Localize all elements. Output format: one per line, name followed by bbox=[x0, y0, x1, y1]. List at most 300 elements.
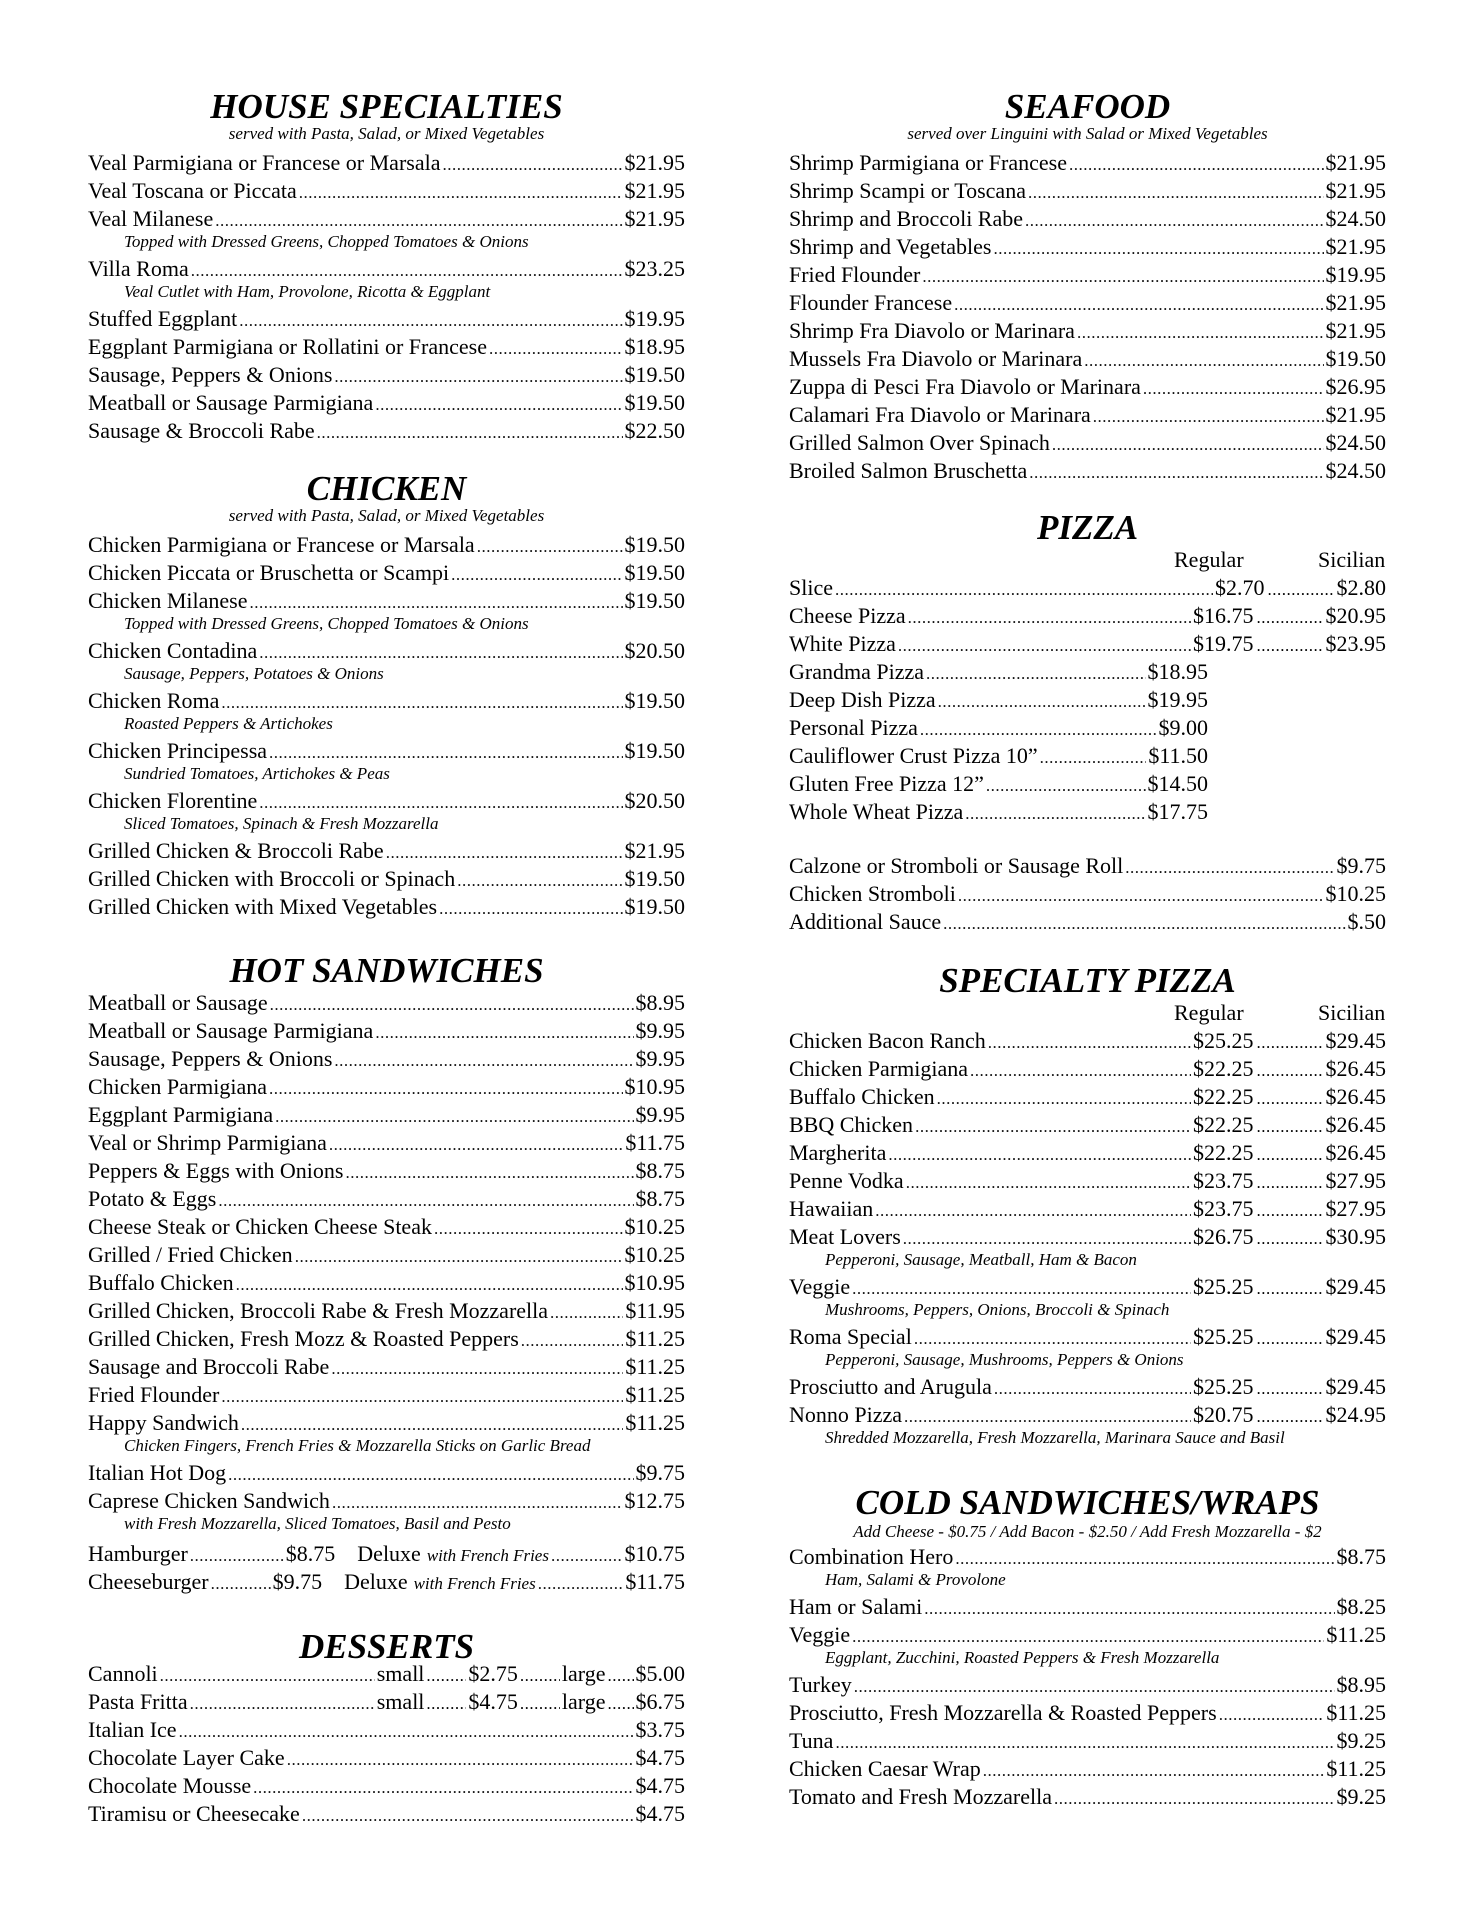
section-title: HOUSE SPECIALTIES bbox=[210, 87, 563, 126]
burger-item bbox=[88, 1540, 685, 1568]
menu-item bbox=[88, 1381, 685, 1409]
item-name: Stuffed Eggplant bbox=[88, 306, 238, 331]
item-name: Chicken Milanese bbox=[88, 588, 248, 613]
item-name: Veal Parmigiana or Francese or Marsala bbox=[88, 150, 441, 175]
item-description: with Fresh Mozzarella, Sliced Tomatoes, Basil and Pesto bbox=[124, 1514, 511, 1533]
menu-item bbox=[789, 1027, 1386, 1055]
item-price: $19.50 bbox=[624, 532, 685, 557]
item-price: $21.95 bbox=[1325, 150, 1386, 175]
item-description: Roasted Peppers & Artichokes bbox=[124, 714, 333, 733]
item-price: $8.75 bbox=[1336, 1544, 1386, 1569]
leader-dots bbox=[190, 1542, 284, 1570]
menu-item bbox=[88, 865, 685, 893]
leader-dots bbox=[270, 991, 634, 1019]
item-description: Sausage, Peppers, Potatoes & Onions bbox=[124, 664, 384, 683]
size-large-label: large bbox=[561, 1689, 606, 1714]
menu-item bbox=[789, 1783, 1386, 1811]
item-name: Chicken Contadina bbox=[88, 638, 258, 663]
item-name: Chicken Parmigiana bbox=[789, 1056, 969, 1081]
item-name: Chocolate Mousse bbox=[88, 1773, 252, 1798]
leader-dots bbox=[551, 1542, 623, 1570]
item-price: $10.95 bbox=[624, 1270, 685, 1295]
item-description: Topped with Dressed Greens, Chopped Tomatoes & Onions bbox=[124, 614, 529, 633]
item-description: Mushrooms, Peppers, Onions, Broccoli & Spinach bbox=[825, 1300, 1170, 1319]
item-price: $9.95 bbox=[635, 1046, 685, 1071]
item-price: $8.95 bbox=[635, 990, 685, 1015]
leader-dots bbox=[434, 1215, 623, 1243]
leader-dots bbox=[457, 867, 622, 895]
menu-item bbox=[88, 1241, 685, 1269]
leader-dots bbox=[334, 1047, 633, 1075]
menu-item bbox=[789, 852, 1386, 880]
item-name: Italian Hot Dog bbox=[88, 1460, 227, 1485]
menu-item bbox=[88, 687, 685, 715]
item-description: Pepperoni, Sausage, Meatball, Ham & Bacon bbox=[825, 1250, 1137, 1269]
menu-item bbox=[789, 429, 1386, 457]
item-name: Sausage and Broccoli Rabe bbox=[88, 1354, 330, 1379]
menu-item bbox=[789, 289, 1386, 317]
section-title: SPECIALTY PIZZA bbox=[939, 961, 1236, 1000]
price-regular: $2.70 bbox=[1215, 575, 1265, 600]
item-description: Chicken Fingers, French Fries & Mozzarella Sticks on Garlic Bread bbox=[124, 1436, 591, 1455]
item-price: $11.25 bbox=[625, 1354, 685, 1379]
menu-item bbox=[789, 233, 1386, 261]
item-name: Sausage, Peppers & Onions bbox=[88, 362, 333, 387]
menu-item bbox=[88, 1017, 685, 1045]
menu-item bbox=[88, 149, 685, 177]
item-name: Peppers & Eggs with Onions bbox=[88, 1158, 344, 1183]
size-small-label: small bbox=[376, 1661, 425, 1686]
item-name: Gluten Free Pizza 12” bbox=[789, 771, 984, 796]
menu-item bbox=[789, 345, 1386, 373]
menu-item bbox=[789, 686, 1386, 714]
item-name: Sausage, Peppers & Onions bbox=[88, 1046, 333, 1071]
item-name: Cheese Pizza bbox=[789, 603, 906, 628]
leader-dots bbox=[218, 1187, 633, 1215]
price-regular: $23.75 bbox=[1193, 1168, 1254, 1193]
leader-dots bbox=[329, 1131, 623, 1159]
menu-item bbox=[789, 1401, 1386, 1429]
item-name: Ham or Salami bbox=[789, 1594, 923, 1619]
section-subtitle: served over Linguini with Salad or Mixed Vegetables bbox=[907, 124, 1268, 143]
item-price: $9.95 bbox=[635, 1018, 685, 1043]
price-regular: $26.75 bbox=[1193, 1224, 1254, 1249]
leader-dots bbox=[190, 1690, 375, 1718]
item-description: Topped with Dressed Greens, Chopped Tomatoes & Onions bbox=[124, 232, 529, 251]
leader-dots bbox=[299, 179, 623, 207]
leader-dots bbox=[1257, 1085, 1323, 1113]
section-title: SEAFOOD bbox=[1004, 87, 1171, 126]
section-title: PIZZA bbox=[1036, 508, 1139, 547]
leader-dots bbox=[915, 1113, 1191, 1141]
leader-dots bbox=[875, 1197, 1191, 1225]
price-sicilian: $29.45 bbox=[1325, 1274, 1386, 1299]
item-name: Grandma Pizza bbox=[789, 659, 924, 684]
dessert-item bbox=[88, 1800, 685, 1828]
leader-dots bbox=[239, 307, 622, 335]
menu-item bbox=[789, 602, 1386, 630]
item-name: Cheeseburger bbox=[88, 1569, 209, 1594]
leader-dots bbox=[520, 1662, 560, 1690]
item-name: Broiled Salmon Bruschetta bbox=[789, 458, 1028, 483]
leader-dots bbox=[1257, 604, 1323, 632]
item-name: Additional Sauce bbox=[789, 909, 942, 934]
deluxe-label: Deluxe bbox=[357, 1541, 421, 1566]
item-name: Fried Flounder bbox=[789, 262, 921, 287]
item-description: Sliced Tomatoes, Spinach & Fresh Mozzarella bbox=[124, 814, 439, 833]
item-name: Cauliflower Crust Pizza 10” bbox=[789, 743, 1038, 768]
item-name: Pasta Fritta bbox=[88, 1689, 188, 1714]
item-name: Shrimp Fra Diavolo or Marinara bbox=[789, 318, 1075, 343]
item-price: $11.95 bbox=[625, 1298, 685, 1323]
section-subtitle: Add Cheese - $0.75 / Add Bacon - $2.50 / Add Fresh Mozzarella - $2 bbox=[853, 1522, 1322, 1541]
deluxe-price: $11.75 bbox=[625, 1569, 685, 1594]
item-price: $4.75 bbox=[635, 1801, 685, 1826]
dessert-item bbox=[88, 1772, 685, 1800]
leader-dots bbox=[1143, 375, 1324, 403]
menu-item bbox=[789, 401, 1386, 429]
item-price: $3.75 bbox=[635, 1717, 685, 1742]
item-name: Potato & Eggs bbox=[88, 1186, 217, 1211]
menu-item bbox=[88, 637, 685, 665]
item-price: $21.95 bbox=[1325, 318, 1386, 343]
item-name: Grilled Chicken, Broccoli Rabe & Fresh Mozzarella bbox=[88, 1298, 549, 1323]
item-price: $11.25 bbox=[625, 1326, 685, 1351]
section-title: DESSERTS bbox=[298, 1627, 475, 1666]
menu-item bbox=[88, 837, 685, 865]
item-price: $8.75 bbox=[635, 1158, 685, 1183]
leader-dots bbox=[1054, 1785, 1335, 1813]
item-price: $8.95 bbox=[1336, 1672, 1386, 1697]
item-name: Tomato and Fresh Mozzarella bbox=[789, 1784, 1052, 1809]
item-name: Zuppa di Pesci Fra Diavolo or Marinara bbox=[789, 374, 1141, 399]
leader-dots bbox=[1077, 319, 1324, 347]
item-name: Whole Wheat Pizza bbox=[789, 799, 964, 824]
leader-dots bbox=[1268, 576, 1334, 604]
menu-item bbox=[88, 989, 685, 1017]
item-name: Combination Hero bbox=[789, 1544, 954, 1569]
menu-item bbox=[789, 1671, 1386, 1699]
item-price: $20.50 bbox=[624, 638, 685, 663]
menu-item bbox=[789, 261, 1386, 289]
item-price: $10.25 bbox=[624, 1242, 685, 1267]
menu-item bbox=[789, 798, 1386, 826]
leader-dots bbox=[451, 561, 622, 589]
item-price: $21.95 bbox=[624, 178, 685, 203]
price-regular: $19.75 bbox=[1193, 631, 1254, 656]
leader-dots bbox=[1257, 1113, 1323, 1141]
leader-dots bbox=[954, 291, 1323, 319]
leader-dots bbox=[520, 1690, 560, 1718]
menu-item bbox=[789, 1195, 1386, 1223]
item-name: Penne Vodka bbox=[789, 1168, 904, 1193]
menu-item bbox=[88, 205, 685, 233]
item-name: Villa Roma bbox=[88, 256, 189, 281]
price-regular: $25.25 bbox=[1193, 1028, 1254, 1053]
leader-dots bbox=[970, 1057, 1191, 1085]
menu-item bbox=[789, 1139, 1386, 1167]
leader-dots bbox=[1093, 403, 1324, 431]
leader-dots bbox=[489, 335, 623, 363]
menu-item bbox=[789, 149, 1386, 177]
item-price: $4.75 bbox=[635, 1745, 685, 1770]
item-name: Grilled Chicken & Broccoli Rabe bbox=[88, 838, 384, 863]
menu-item bbox=[789, 658, 1386, 686]
item-price: $11.75 bbox=[625, 1130, 685, 1155]
item-price: $19.50 bbox=[624, 738, 685, 763]
item-name: Meat Lovers bbox=[789, 1224, 901, 1249]
column-header-sicilian: Sicilian bbox=[1318, 1000, 1386, 1025]
size-small-label: small bbox=[376, 1689, 425, 1714]
item-name: Mussels Fra Diavolo or Marinara bbox=[789, 346, 1083, 371]
item-description: Veal Cutlet with Ham, Provolone, Ricotta & Eggplant bbox=[124, 282, 491, 301]
menu-item bbox=[789, 1323, 1386, 1351]
section-subtitle: served with Pasta, Salad, or Mixed Vegetables bbox=[228, 506, 545, 525]
leader-dots bbox=[1040, 744, 1147, 772]
item-price: $11.25 bbox=[625, 1410, 685, 1435]
menu-item bbox=[789, 770, 1386, 798]
price-regular: $9.00 bbox=[1158, 715, 1208, 740]
menu-item bbox=[789, 630, 1386, 658]
menu-item bbox=[88, 587, 685, 615]
menu-item bbox=[789, 908, 1386, 936]
menu-item bbox=[789, 1223, 1386, 1251]
item-price: $11.25 bbox=[625, 1382, 685, 1407]
leader-dots bbox=[986, 772, 1146, 800]
price-small: $2.75 bbox=[468, 1661, 518, 1686]
item-price: $4.75 bbox=[635, 1773, 685, 1798]
item-name: Prosciutto, Fresh Mozzarella & Roasted Peppers bbox=[789, 1700, 1217, 1725]
menu-item bbox=[789, 177, 1386, 205]
item-price: $21.95 bbox=[1325, 178, 1386, 203]
leader-dots bbox=[1257, 1029, 1323, 1057]
leader-dots bbox=[375, 1019, 633, 1047]
item-name: Eggplant Parmigiana or Rollatini or Francese bbox=[88, 334, 487, 359]
item-name: Meatball or Sausage Parmigiana bbox=[88, 390, 374, 415]
item-price: $23.25 bbox=[624, 256, 685, 281]
item-name: Roma Special bbox=[789, 1324, 912, 1349]
item-name: Buffalo Chicken bbox=[88, 1270, 234, 1295]
item-price: $8.75 bbox=[635, 1186, 685, 1211]
item-price: $12.75 bbox=[624, 1488, 685, 1513]
item-price: $19.50 bbox=[624, 688, 685, 713]
menu-item bbox=[88, 1045, 685, 1073]
menu-item bbox=[88, 1353, 685, 1381]
item-name: Veggie bbox=[789, 1622, 851, 1647]
menu-item bbox=[88, 1487, 685, 1515]
column-header-regular: Regular bbox=[1174, 1000, 1244, 1025]
item-name: Grilled Chicken, Fresh Mozz & Roasted Peppers bbox=[88, 1326, 519, 1351]
price-regular: $19.95 bbox=[1147, 687, 1208, 712]
item-price: $9.25 bbox=[1336, 1784, 1386, 1809]
price-small: $4.75 bbox=[468, 1689, 518, 1714]
menu-item bbox=[88, 1409, 685, 1437]
leader-dots bbox=[538, 1570, 624, 1598]
leader-dots bbox=[1052, 431, 1324, 459]
leader-dots bbox=[1219, 1701, 1325, 1729]
leader-dots bbox=[269, 1075, 622, 1103]
item-price: $.50 bbox=[1347, 909, 1386, 934]
section-title: COLD SANDWICHES/WRAPS bbox=[855, 1483, 1320, 1522]
leader-dots bbox=[906, 1169, 1191, 1197]
menu-item bbox=[88, 177, 685, 205]
menu-item bbox=[789, 1273, 1386, 1301]
price-sicilian: $26.45 bbox=[1325, 1112, 1386, 1137]
item-price: $19.50 bbox=[624, 390, 685, 415]
leader-dots bbox=[898, 632, 1191, 660]
item-price: $9.25 bbox=[1336, 1728, 1386, 1753]
leader-dots bbox=[924, 1595, 1334, 1623]
item-name: Shrimp Scampi or Toscana bbox=[789, 178, 1026, 203]
price-sicilian: $27.95 bbox=[1325, 1196, 1386, 1221]
leader-dots bbox=[521, 1327, 624, 1355]
price-regular: $22.25 bbox=[1193, 1056, 1254, 1081]
menu-item bbox=[789, 1083, 1386, 1111]
leader-dots bbox=[1125, 854, 1334, 882]
item-name: Chicken Roma bbox=[88, 688, 220, 713]
price-regular: $18.95 bbox=[1147, 659, 1208, 684]
item-name: Caprese Chicken Sandwich bbox=[88, 1488, 330, 1513]
menu-item bbox=[88, 1459, 685, 1487]
item-name: Sausage & Broccoli Rabe bbox=[88, 418, 315, 443]
price-sicilian: $29.45 bbox=[1325, 1324, 1386, 1349]
item-name: Calamari Fra Diavolo or Marinara bbox=[789, 402, 1091, 427]
leader-dots bbox=[228, 1461, 633, 1489]
leader-dots bbox=[1025, 207, 1323, 235]
item-name: Hawaiian bbox=[789, 1196, 874, 1221]
item-price: $10.25 bbox=[624, 1214, 685, 1239]
item-price: $9.75 bbox=[1336, 853, 1386, 878]
price-sicilian: $20.95 bbox=[1325, 603, 1386, 628]
price-sicilian: $2.80 bbox=[1336, 575, 1386, 600]
menu-item bbox=[789, 373, 1386, 401]
item-name: Deep Dish Pizza bbox=[789, 687, 936, 712]
item-price: $21.95 bbox=[624, 150, 685, 175]
leader-dots bbox=[317, 419, 623, 447]
item-name: Meatball or Sausage bbox=[88, 990, 268, 1015]
deluxe-note: with French Fries bbox=[426, 1546, 549, 1565]
item-price: $26.95 bbox=[1325, 374, 1386, 399]
price-sicilian: $26.45 bbox=[1325, 1084, 1386, 1109]
item-name: Chicken Caesar Wrap bbox=[789, 1756, 981, 1781]
menu-item bbox=[789, 1727, 1386, 1755]
item-price: $19.50 bbox=[624, 588, 685, 613]
price-sicilian: $26.45 bbox=[1325, 1056, 1386, 1081]
item-price: $19.95 bbox=[624, 306, 685, 331]
price-large: $5.00 bbox=[635, 1661, 685, 1686]
burger-item bbox=[88, 1568, 685, 1596]
leader-dots bbox=[221, 1383, 623, 1411]
menu-item bbox=[88, 737, 685, 765]
item-name: Nonno Pizza bbox=[789, 1402, 903, 1427]
item-price: $24.50 bbox=[1325, 458, 1386, 483]
item-name: Chocolate Layer Cake bbox=[88, 1745, 285, 1770]
leader-dots bbox=[854, 1673, 1335, 1701]
menu-item bbox=[88, 1325, 685, 1353]
leader-dots bbox=[275, 1103, 633, 1131]
menu-item bbox=[88, 1297, 685, 1325]
menu-item bbox=[789, 742, 1386, 770]
leader-dots bbox=[926, 660, 1146, 688]
leader-dots bbox=[386, 839, 623, 867]
menu-item bbox=[88, 255, 685, 283]
item-price: $22.50 bbox=[624, 418, 685, 443]
item-price: $18.95 bbox=[624, 334, 685, 359]
item-price: $19.50 bbox=[1325, 346, 1386, 371]
item-name: Chicken Piccata or Bruschetta or Scampi bbox=[88, 560, 450, 585]
column-header-regular: Regular bbox=[1174, 547, 1244, 572]
leader-dots bbox=[943, 910, 1345, 938]
item-price: $21.95 bbox=[624, 838, 685, 863]
leader-dots bbox=[331, 1355, 623, 1383]
item-name: Veal or Shrimp Parmigiana bbox=[88, 1130, 327, 1155]
item-name: Fried Flounder bbox=[88, 1382, 220, 1407]
item-name: Italian Ice bbox=[88, 1717, 177, 1742]
item-name: Cannoli bbox=[88, 1661, 158, 1686]
section-title: HOT SANDWICHES bbox=[229, 951, 544, 990]
leader-dots bbox=[835, 576, 1213, 604]
leader-dots bbox=[1069, 151, 1324, 179]
leader-dots bbox=[983, 1757, 1325, 1785]
menu-item bbox=[789, 205, 1386, 233]
item-name: Meatball or Sausage Parmigiana bbox=[88, 1018, 374, 1043]
item-name: Veal Toscana or Piccata bbox=[88, 178, 297, 203]
section-title: CHICKEN bbox=[306, 469, 467, 508]
menu-item bbox=[789, 574, 1386, 602]
item-name: Margherita bbox=[789, 1140, 887, 1165]
item-name: Shrimp Parmigiana or Francese bbox=[789, 150, 1067, 175]
item-name: Veal Milanese bbox=[88, 206, 214, 231]
leader-dots bbox=[375, 391, 622, 419]
item-price: $21.95 bbox=[1325, 290, 1386, 315]
item-name: Grilled Salmon Over Spinach bbox=[789, 430, 1050, 455]
menu-item bbox=[789, 1167, 1386, 1195]
menu-item bbox=[88, 1213, 685, 1241]
menu-item bbox=[789, 1373, 1386, 1401]
leader-dots bbox=[994, 1375, 1191, 1403]
leader-dots bbox=[211, 1570, 271, 1598]
item-price: $20.50 bbox=[624, 788, 685, 813]
item-price: $19.95 bbox=[1325, 262, 1386, 287]
leader-dots bbox=[302, 1802, 634, 1830]
menu-item bbox=[88, 1073, 685, 1101]
dessert-item bbox=[88, 1660, 685, 1688]
price-sicilian: $26.45 bbox=[1325, 1140, 1386, 1165]
item-price: $11.25 bbox=[1326, 1622, 1386, 1647]
item-name: Cheese Steak or Chicken Cheese Steak bbox=[88, 1214, 432, 1239]
leader-dots bbox=[442, 151, 622, 179]
item-price: $8.75 bbox=[285, 1541, 336, 1566]
leader-dots bbox=[295, 1243, 623, 1271]
item-name: BBQ Chicken bbox=[789, 1112, 914, 1137]
leader-dots bbox=[426, 1690, 466, 1718]
menu-item bbox=[789, 1111, 1386, 1139]
item-price: $19.50 bbox=[624, 560, 685, 585]
menu-item bbox=[88, 1129, 685, 1157]
leader-dots bbox=[179, 1718, 634, 1746]
deluxe-note: with French Fries bbox=[413, 1574, 536, 1593]
item-description: Sundried Tomatoes, Artichokes & Peas bbox=[124, 764, 390, 783]
leader-dots bbox=[1257, 1375, 1323, 1403]
item-price: $9.75 bbox=[272, 1569, 323, 1594]
price-regular: $25.25 bbox=[1193, 1374, 1254, 1399]
item-description: Shredded Mozzarella, Fresh Mozzarella, Marinara Sauce and Basil bbox=[825, 1428, 1285, 1447]
item-name: Buffalo Chicken bbox=[789, 1084, 935, 1109]
item-name: Calzone or Stromboli or Sausage Roll bbox=[789, 853, 1124, 878]
item-name: Chicken Parmigiana bbox=[88, 1074, 268, 1099]
item-name: Grilled Chicken with Broccoli or Spinach bbox=[88, 866, 456, 891]
dessert-item bbox=[88, 1688, 685, 1716]
